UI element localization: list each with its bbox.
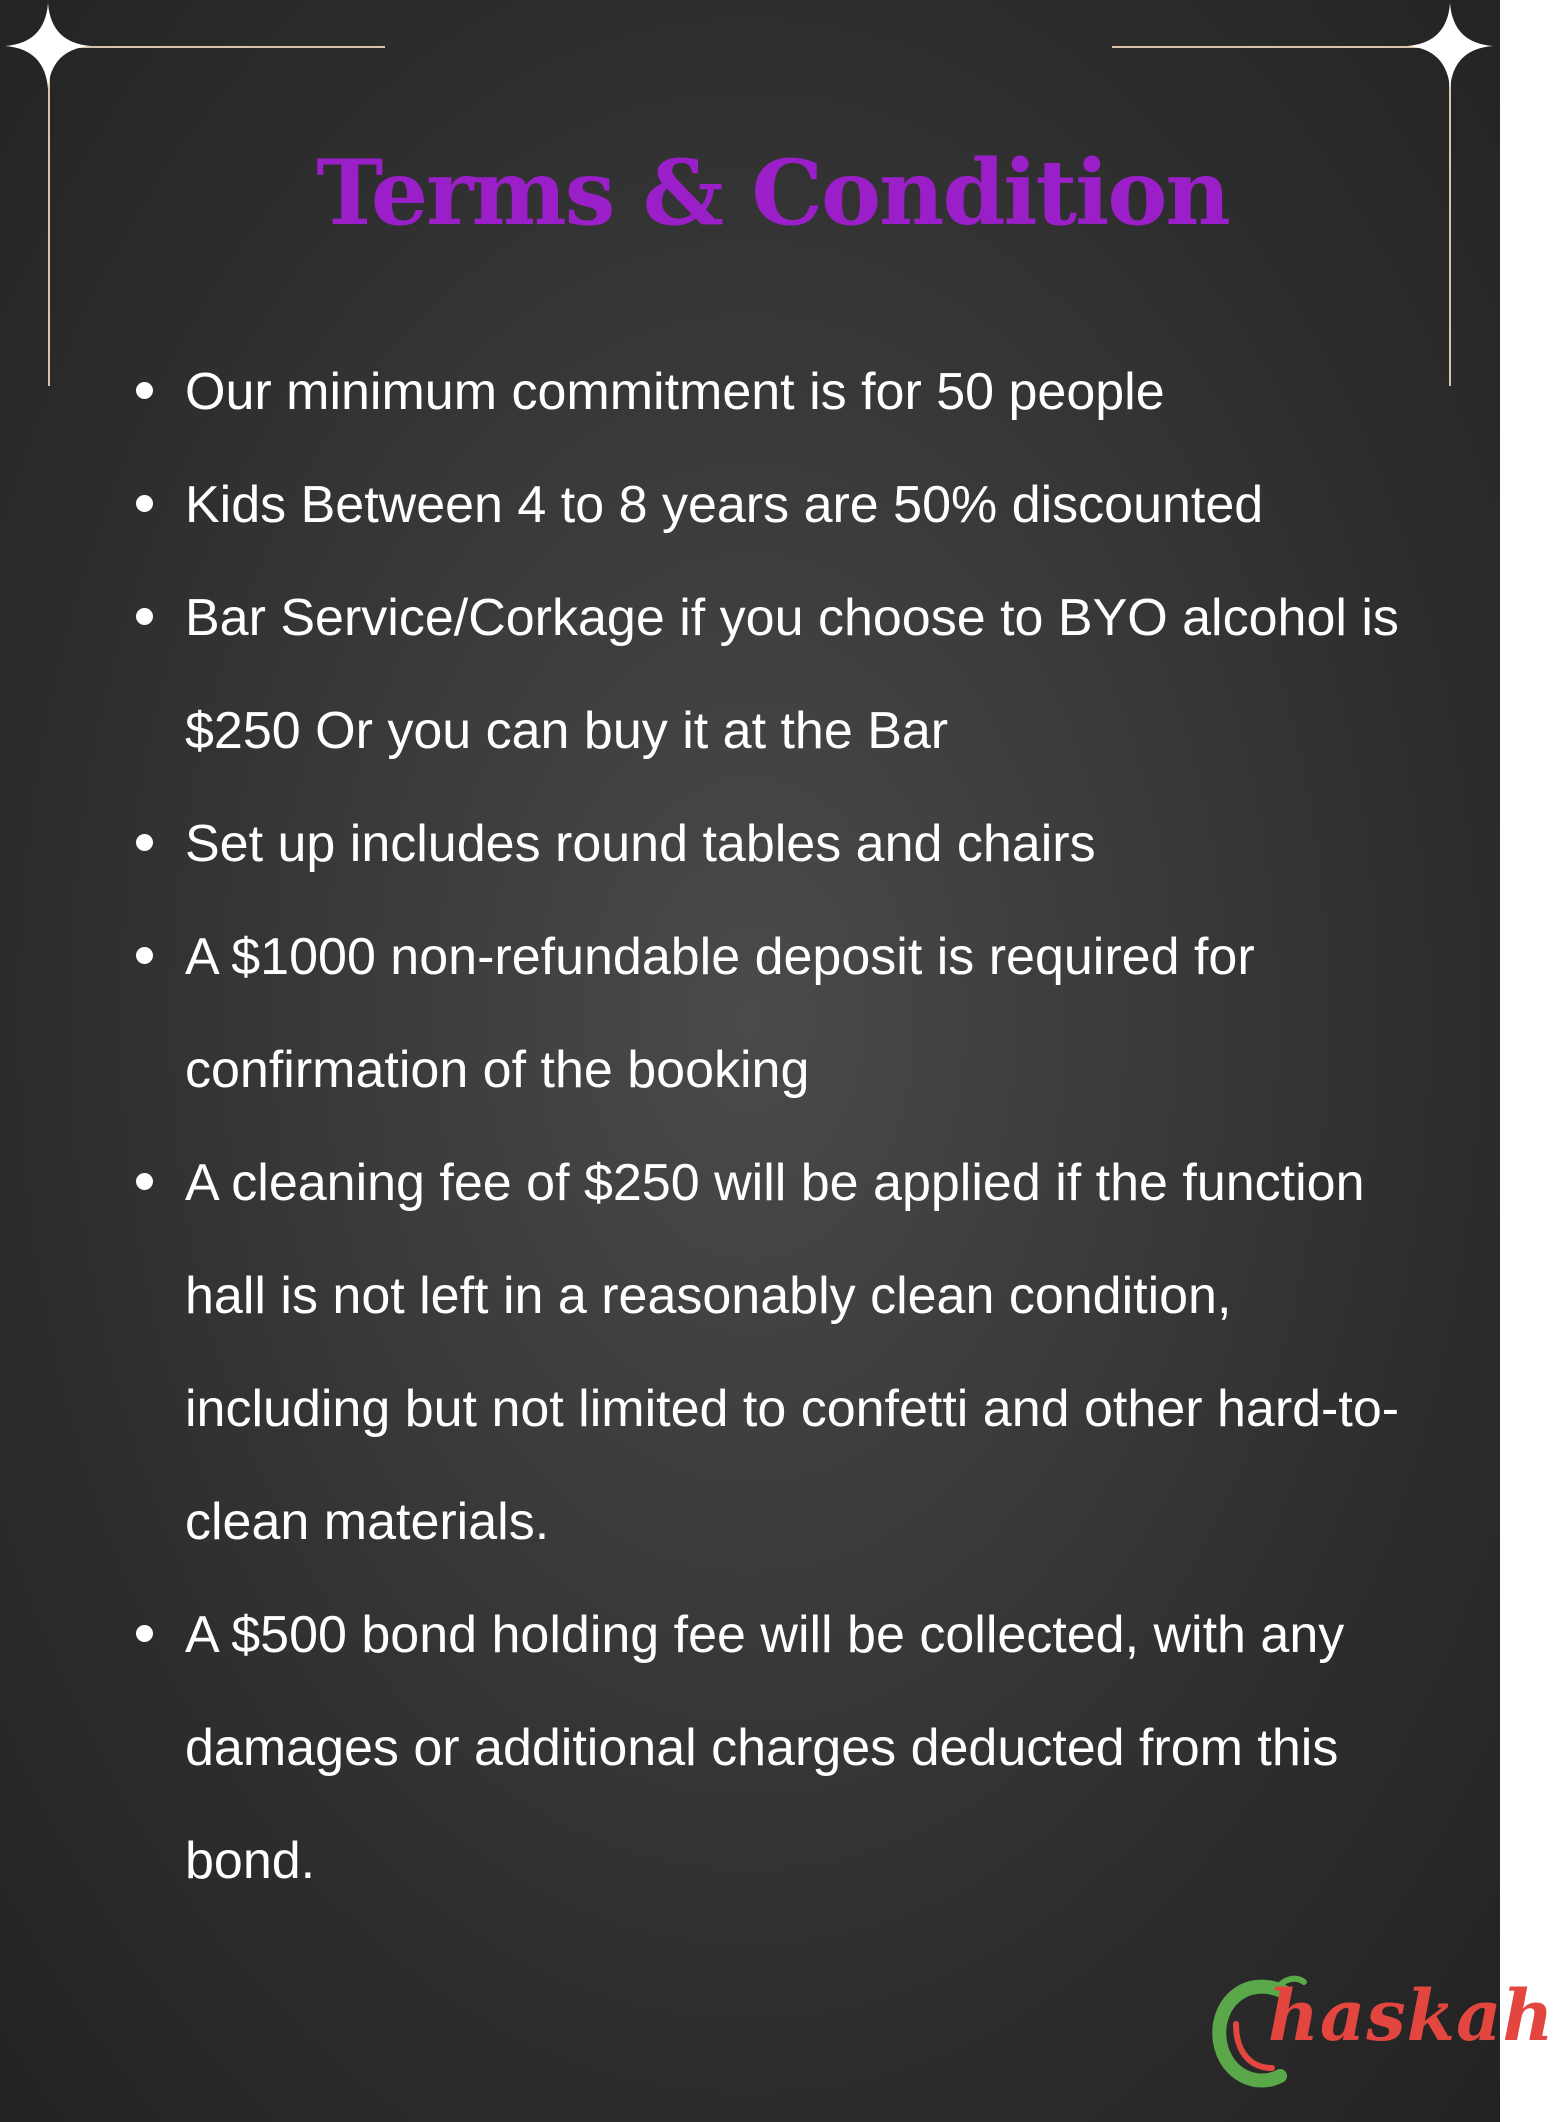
term-text: A cleaning fee of $250 will be applied if the function hall is not left in a reasonably clean condition, including but not limited to confetti and other hard-to-clean materials. (185, 1154, 1400, 1551)
term-text: A $500 bond holding fee will be collected, with any damages or additional charges deducted from this bond. (185, 1606, 1345, 1890)
term-item-setup (0, 788, 1500, 901)
chaskah-logo (1206, 1964, 1554, 2094)
bullet-icon (136, 495, 153, 512)
term-item-bond (0, 1579, 1500, 1918)
bullet-icon (136, 608, 153, 625)
term-text: A $1000 non-refundable deposit is required for confirmation of the booking (185, 928, 1255, 1099)
term-item-cleaning-fee (0, 1127, 1500, 1579)
term-item-minimum-commitment (0, 336, 1500, 449)
term-text: Set up includes round tables and chairs (185, 815, 1096, 873)
bullet-icon (136, 1173, 153, 1190)
term-item-kids-discount (0, 449, 1500, 562)
term-text: Our minimum commitment is for 50 people (185, 363, 1165, 421)
bullet-icon (136, 834, 153, 851)
sparkle-icon-top-left (3, 1, 93, 91)
bullet-icon (136, 1625, 153, 1642)
frame-line-top-left (45, 46, 385, 48)
term-text: Kids Between 4 to 8 years are 50% discounted (185, 476, 1264, 534)
term-item-bar-service (0, 562, 1500, 788)
logo-wordmark: haskah (1268, 1974, 1554, 2057)
term-item-deposit (0, 901, 1500, 1127)
frame-line-top-right (1112, 46, 1450, 48)
bullet-icon (136, 382, 153, 399)
terms-list (0, 336, 1500, 1918)
page-title: Terms & Condition (316, 140, 1229, 246)
bullet-icon (136, 947, 153, 964)
term-text: Bar Service/Corkage if you choose to BYO alcohol is $250 Or you can buy it at the Bar (185, 589, 1399, 760)
sparkle-icon-top-right (1405, 1, 1495, 91)
